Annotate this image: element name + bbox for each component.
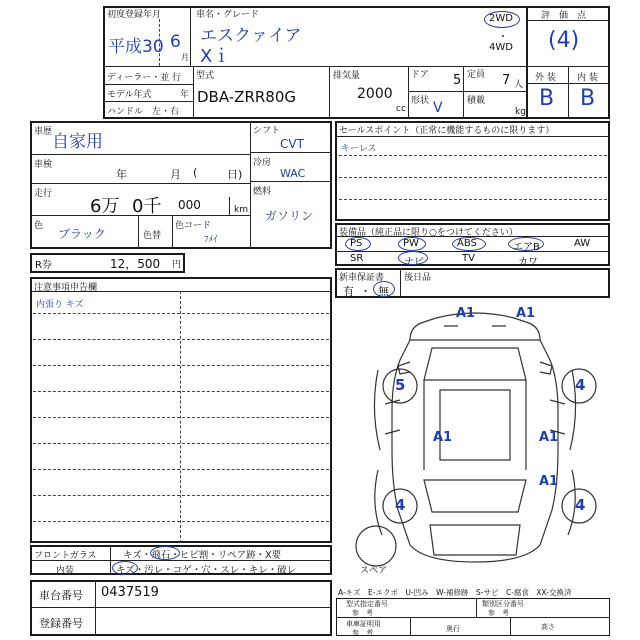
ref2-label: 参 考 xyxy=(488,609,509,617)
mileage-unit: km xyxy=(234,205,248,215)
chassis-label: 車台番号 xyxy=(39,589,83,602)
month-value: 6 xyxy=(170,32,181,52)
car-name-value: エスクァイア xyxy=(200,26,302,46)
shape-label: 形状 xyxy=(411,96,430,106)
damage-right-front: 4 xyxy=(575,376,586,394)
mileage-value-1: 6万 xyxy=(90,196,120,217)
color-value: ブラック xyxy=(58,227,106,241)
displacement-unit: cc xyxy=(396,104,406,114)
damage-left-front: 5 xyxy=(395,376,406,394)
inspection-year: 年 xyxy=(116,168,127,181)
equip-navi: ナビ xyxy=(404,257,424,268)
model-label: 型式 xyxy=(196,71,215,81)
mileage-value-3: 000 xyxy=(178,198,201,212)
usage-label: 車歴 xyxy=(34,127,53,137)
displacement-label: 排気量 xyxy=(333,71,361,81)
color-code-value: ﾌﾒｲ xyxy=(204,235,218,245)
warranty-yes: 有 xyxy=(343,285,354,298)
drive-4wd: 4WD xyxy=(489,42,513,53)
warranty-label: 新車保証書 xyxy=(339,273,385,283)
model-year-label: モデル年式 xyxy=(107,90,152,100)
load-label: 積載 xyxy=(467,96,486,106)
score-label: 評 価 点 xyxy=(541,11,587,21)
recycle-unit: 円 xyxy=(172,260,182,270)
chassis-value: 0437519 xyxy=(101,585,159,600)
handle-label: ハンドル 左・右 xyxy=(107,107,180,117)
notes-title: 注意事項申告欄 xyxy=(34,283,98,293)
score-value: (4) xyxy=(548,28,580,53)
depth-label: 奥行 xyxy=(446,625,460,633)
equip-tv: TV xyxy=(462,253,475,264)
windshield-value: キズ・飛石・ヒビ割・リペア跡・X要 xyxy=(123,550,282,561)
load-unit: kg xyxy=(515,107,526,117)
equip-abs: ABS xyxy=(457,238,477,249)
mileage-value-2: 0千 xyxy=(132,196,162,217)
capacity-value: 7 xyxy=(502,73,511,88)
windshield-label: フロントガラス xyxy=(34,551,97,561)
car-name-label: 車名・グレード xyxy=(196,10,260,20)
equip-ps: PS xyxy=(350,238,363,249)
model-year-unit: 年 xyxy=(180,90,190,100)
cert-label: 車庫証明用 xyxy=(346,620,381,628)
category-label: 類別区分番号 xyxy=(482,600,524,608)
scratch-circle xyxy=(112,561,138,575)
notes-line1: 内張り キズ xyxy=(36,300,84,310)
color-code-label: 色コード xyxy=(175,221,212,231)
equipment-title: 装備品（純正品に限り○をつけてください） xyxy=(339,228,518,238)
interior-label: 内 装 xyxy=(577,73,598,83)
type-num-label: 型式指定番号 xyxy=(346,600,388,608)
capacity-label: 定員 xyxy=(467,70,486,80)
chip-circle xyxy=(150,546,180,560)
recycle-value: 12，500 xyxy=(110,257,161,271)
equip-sr: SR xyxy=(350,253,364,264)
first-reg-label: 初度登録年月 xyxy=(107,10,162,20)
drive-2wd: 2WD xyxy=(489,13,513,24)
spare-label: スペア xyxy=(360,566,388,576)
era-value: 平成30 xyxy=(108,37,164,57)
equip-leather: カワ xyxy=(518,257,538,268)
recycle-box xyxy=(30,253,185,273)
shift-label: シフト xyxy=(253,126,281,136)
ac-value: WAC xyxy=(280,167,306,180)
damage-right-rear: 4 xyxy=(575,496,586,514)
interior-value: B xyxy=(580,86,596,111)
inspection-month: 月 xyxy=(170,168,181,181)
equip-airbag: エアB xyxy=(513,242,540,253)
month-unit: 月 xyxy=(181,53,189,62)
shift-value: CVT xyxy=(280,137,304,151)
registration-label: 登録番号 xyxy=(39,617,83,630)
sales-points-line1: キーレス xyxy=(341,144,377,154)
damage-left-rear: 4 xyxy=(395,496,406,514)
warranty-dot: ・ xyxy=(360,285,371,298)
shape-value: V xyxy=(433,100,443,116)
ref1-label: 参 考 xyxy=(352,609,373,617)
warranty-no: 無 xyxy=(378,285,389,298)
door-label: ドア xyxy=(411,70,429,80)
interior-label-row: 内装 xyxy=(56,566,75,576)
grade-value: Xｉ xyxy=(200,46,231,67)
color-label: 色 xyxy=(34,221,44,231)
door-value: 5 xyxy=(453,73,462,88)
drive-dot: ・ xyxy=(498,32,508,43)
ref3-label: 参 考 xyxy=(352,629,373,637)
ac-label: 冷房 xyxy=(253,158,272,168)
car-diagram xyxy=(340,300,610,580)
interior-row-value: キズ・汚レ・コゲ・穴・スレ・キレ・破レ xyxy=(116,565,297,576)
retrofit-label: 後日品 xyxy=(404,273,432,283)
damage-top-right: A1 xyxy=(516,306,536,321)
dealer-label: ディーラー・並 行 xyxy=(107,73,182,83)
legend-text: A-キズ E-エクボ U-凹み W-補修跡 S-サビ C-腐食 XX-交換済 xyxy=(338,588,572,597)
color-change-label: 色替 xyxy=(143,231,162,241)
recycle-label: R券 xyxy=(35,260,52,271)
height-label: 高さ xyxy=(541,623,555,631)
sales-points-title: セールスポイント（正常に機能するものに限ります） xyxy=(339,126,555,136)
notes-box xyxy=(30,277,332,543)
damage-right-side: A1 xyxy=(539,430,559,445)
displacement-value: 2000 xyxy=(357,86,393,102)
exterior-value: B xyxy=(539,86,555,111)
damage-top-left: A1 xyxy=(456,306,476,321)
usage-value: 自家用 xyxy=(52,132,103,152)
model-value: DBA-ZRR80G xyxy=(197,88,297,106)
equip-aw: AW xyxy=(574,238,591,249)
inspection-day: 日) xyxy=(227,168,243,181)
exterior-label: 外 装 xyxy=(535,73,556,83)
fuel-label: 燃料 xyxy=(253,187,272,197)
inspection-paren: ( xyxy=(193,166,198,179)
capacity-unit: 人 xyxy=(514,80,524,90)
damage-right-rear-side: A1 xyxy=(539,474,559,489)
fuel-value: ガソリン xyxy=(265,209,314,223)
mileage-label: 走行 xyxy=(34,189,53,199)
header-box xyxy=(103,6,528,119)
inspection-label: 車検 xyxy=(34,160,53,170)
damage-left-side: A1 xyxy=(433,430,453,445)
equip-pw: PW xyxy=(403,238,419,249)
